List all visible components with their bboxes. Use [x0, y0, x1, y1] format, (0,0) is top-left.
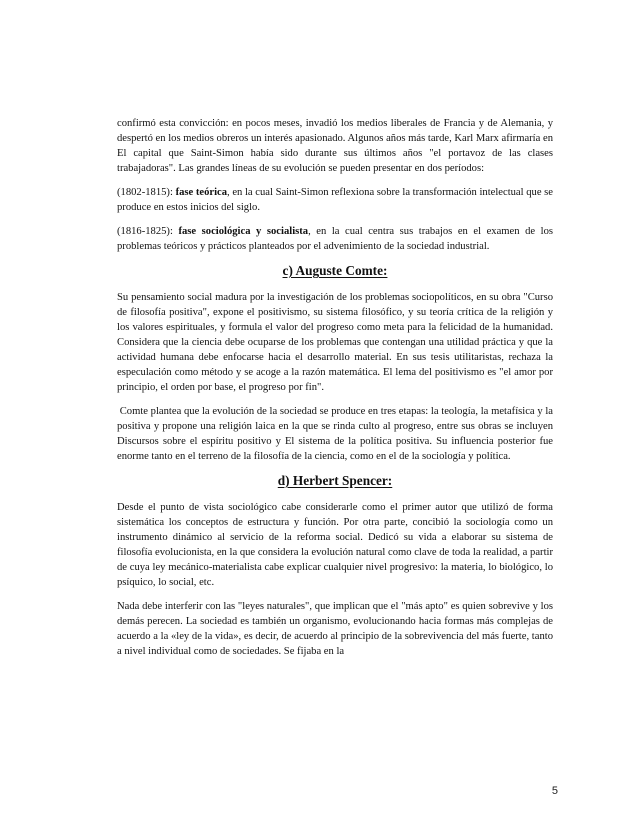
page-content	[117, 116, 553, 668]
paragraph-period-1	[117, 185, 553, 215]
paragraph-saint-simon-intro: confirmó esta convicción: en pocos meses, invadió los medios liberales de Francia y de Alemania, y despertó en los medios obreros un interés apasionado. Algunos años más tarde, Karl Marx afirmaría en El capital que Saint-Simon había sido durante sus últimos años "el portavoz de las clases trabajadoras". Las grandes líneas de su evolución se pueden presentar en dos períodos:	[117, 118, 553, 174]
period-1-dates: (1802-1815):	[117, 187, 176, 198]
paragraph-comte-2	[117, 404, 553, 464]
paragraph-comte-1: Su pensamiento social madura por la investigación de los problemas sociopolíticos, en su obra "Curso de filosofía positiva", expone el positivismo, su sistema filosófico, y su teoría crítica de la religión y los valores espirituales, y formula el valor del progreso como meta para la felicidad de la humanidad. Considera que la ciencia debe ocuparse de los problemas que contengan una utilidad práctica y que la actividad humana debe enfocarse hacia el desarrollo material. En sus tesis utilitaristas, rechaza la especulación como método y se acoge a la razón matemática. El lema del positivismo es "el amor por principio, el orden por base, el progreso por fin".	[117, 292, 553, 393]
page-number: 5	[551, 785, 558, 797]
period-2-description: , en la cual centra sus trabajos en el examen de los problemas teóricos y prácticos planteados por el advenimiento de la sociedad industrial.	[117, 226, 553, 252]
heading-herbert-spencer	[117, 473, 553, 489]
period-1-description: , en la cual Saint-Simon reflexiona sobre la transformación intelectual que se produce en estos inicios del siglo.	[117, 187, 553, 213]
period-2-dates: (1816-1825):	[117, 226, 179, 237]
paragraph-spencer-2: Nada debe interferir con las "leyes naturales", que implican que el "más apto" es quien sobrevive y los demás perecen. La sociedad es también un organismo, evolucionando hacia formas más complejas de acuerdo a la «ley de la vida», es decir, de acuerdo al principio de la sobrevivencia del más fuerte, tanto a nivel individual como de sociedades. Se fijaba en la	[117, 601, 553, 657]
paragraph-period-2	[117, 224, 553, 254]
heading-auguste-comte	[117, 263, 553, 279]
period-1-phase: fase teórica	[175, 187, 228, 198]
heading-herbert-spencer-text: d) Herbert Spencer:	[277, 473, 393, 488]
heading-auguste-comte-text: c) Auguste Comte:	[282, 263, 388, 278]
paragraph-comte-2-text: Comte plantea que la evolución de la sociedad se produce en tres etapas: la teología, la metafísica y la positiva y propone una religión laica en la que se rinda culto al progreso, entre sus obras se incluyen Discursos sobre el espíritu positivo y El sistema de la política positiva. Su influencia posterior fue enorme tanto en el terreno de la filosofía de la ciencia, como en el de la sociología y política.	[117, 406, 553, 462]
period-2-phase: fase sociológica y socialista	[178, 226, 309, 237]
paragraph-spencer-1: Desde el punto de vista sociológico cabe considerarle como el primer autor que utilizó de forma sistemática los conceptos de estructura y función. Por otra parte, concibió la sociología como un instrumento dinámico al servicio de la reforma social. Dedicó su vida a elaborar su sistema de filosofía evolucionista, en la que considera la evolución natural como clave de toda la realidad, a partir de cuya ley mecánico-materialista cabe explicar cualquier nivel progresivo: la materia, lo biológico, lo psíquico, lo social, etc.	[117, 502, 553, 588]
